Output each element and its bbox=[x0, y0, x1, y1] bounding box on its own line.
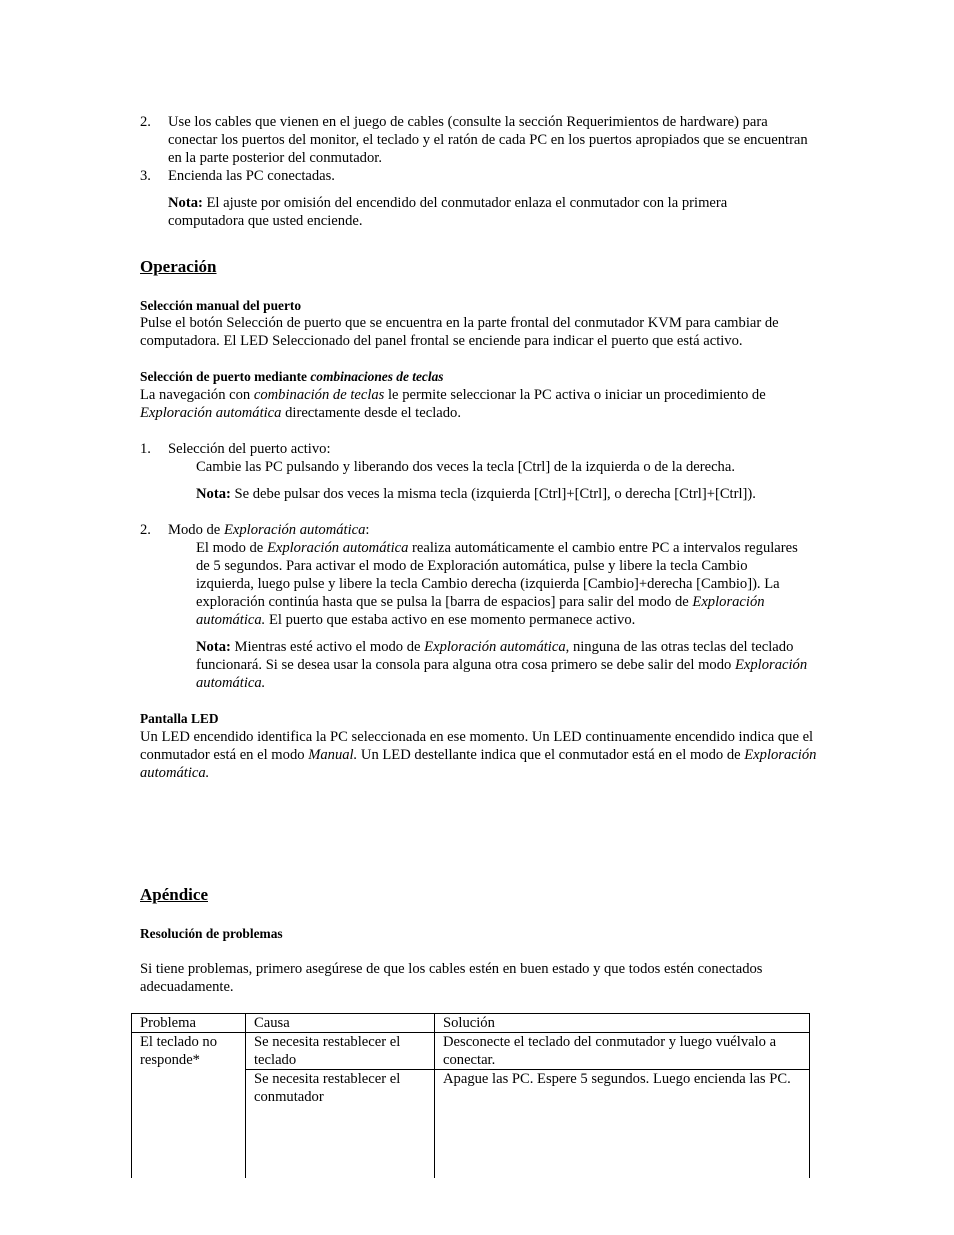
note-label: Nota: bbox=[168, 195, 203, 211]
item-2-text-part: realiza automáticamente el cambio entre PC a intervalos regulares de 5 segundos. Para activar el modo de Exploración automática, pulse y libere la tecla Cambio izquierda, luego pulse y libere la tecla Cambio derecha (izquierda [Cambio]+derecha [Cambio]). La exploración continúa hasta que se pulsa la [barra de espacios] para salir del modo de bbox=[196, 540, 798, 610]
item-2-title bbox=[168, 521, 818, 539]
subheading-manual-port: Selección manual del puerto bbox=[140, 298, 302, 313]
step-2-text: Use los cables que vienen en el juego de cables (consulte la sección Requerimientos de hardware) para conectar los puertos del monitor, el teclado y el ratón de cada PC en los puertos apropiados que se encuentran en la parte posterior del conmutador. bbox=[168, 114, 808, 166]
hotkey-text-italic: Exploración automática bbox=[140, 405, 282, 421]
section-heading-operacion: Operación bbox=[140, 257, 217, 276]
subheading-led: Pantalla LED bbox=[140, 711, 219, 726]
troubleshooting-table bbox=[131, 1013, 810, 1178]
item-1-title: Selección del puerto activo: bbox=[168, 441, 331, 457]
note-text: Se debe pulsar dos veces la misma tecla (izquierda [Ctrl]+[Ctrl], o derecha [Ctrl]+[Ctrl]). bbox=[230, 486, 756, 502]
item-2-title-part: Modo de bbox=[168, 522, 224, 538]
item-2-text bbox=[196, 539, 808, 629]
table-header-cell: Problema bbox=[132, 1014, 246, 1033]
cause-cell: Se necesita restablecer el conmutador bbox=[246, 1070, 435, 1179]
item-2-note-italic: Exploración automática. bbox=[196, 657, 808, 691]
hotkey-text bbox=[140, 386, 820, 422]
problem-cell: El teclado no responde* bbox=[132, 1033, 246, 1179]
item-2-title-part: : bbox=[365, 522, 370, 538]
section-heading-apendice: Apéndice bbox=[140, 885, 208, 904]
item-2-text-italic: Exploración automática bbox=[266, 540, 409, 556]
hotkey-text-italic: combinación de teclas bbox=[253, 387, 385, 403]
troubleshooting-intro: Si tiene problemas, primero asegúrese de que los cables estén en buen estado y que todos estén conectados adecuadamente. bbox=[140, 961, 763, 995]
cause-cell: Se necesita restablecer el teclado bbox=[246, 1033, 435, 1070]
item-2-note-italic: Exploración automática bbox=[424, 639, 566, 655]
hotkey-text-part: le permite seleccionar la PC activa o iniciar un procedimiento de bbox=[384, 387, 766, 403]
hotkey-title-italic: combinaciones de teclas bbox=[310, 369, 444, 384]
table-header-cell: Causa bbox=[246, 1014, 435, 1033]
led-text-part: Un LED destellante indica que el conmutador está en el modo de bbox=[357, 747, 745, 763]
item-2-text-part: El modo de bbox=[196, 540, 267, 556]
hotkey-text-part: directamente desde el teclado. bbox=[281, 405, 461, 421]
item-2-note bbox=[196, 638, 808, 692]
solution-cell: Apague las PC. Espere 5 segundos. Luego encienda las PC. bbox=[435, 1070, 810, 1179]
note-text: El ajuste por omisión del encendido del conmutador enlaza el conmutador con la primera computadora que usted enciende. bbox=[168, 195, 728, 229]
subheading-troubleshooting: Resolución de problemas bbox=[140, 926, 283, 941]
led-text-italic: Manual. bbox=[308, 747, 358, 763]
step-3-text: Encienda las PC conectadas. bbox=[168, 168, 335, 184]
hotkey-text-part: La navegación con bbox=[140, 387, 254, 403]
item-1-note bbox=[196, 485, 811, 503]
note-label: Nota: bbox=[196, 639, 231, 655]
note-label: Nota: bbox=[196, 486, 231, 502]
table-header-cell: Solución bbox=[435, 1014, 810, 1033]
item-2-text-italic: Exploración automática. bbox=[196, 594, 765, 628]
hotkey-title-bold: Selección de puerto mediante bbox=[140, 369, 311, 384]
table-row bbox=[132, 1033, 810, 1070]
step-number: 2. bbox=[140, 114, 151, 130]
led-text-part: Un LED encendido identifica la PC seleccionada en ese momento. Un LED continuamente encendido indica que el conmutador está en el modo bbox=[140, 729, 814, 763]
subheading-hotkey bbox=[140, 368, 444, 386]
item-2-note-part: , ninguna de las otras teclas del teclado funcionará. Si se desea usar la consola para alguna otra cosa primero se debe salir del modo bbox=[196, 639, 794, 673]
note-paragraph bbox=[168, 194, 788, 230]
solution-cell: Desconecte el teclado del conmutador y luego vuélvalo a conectar. bbox=[435, 1033, 810, 1070]
table-header-row bbox=[132, 1014, 810, 1033]
led-text-italic: Exploración automática. bbox=[140, 747, 817, 781]
led-text bbox=[140, 728, 825, 782]
item-1-text: Cambie las PC pulsando y liberando dos veces la tecla [Ctrl] de la izquierda o de la derecha. bbox=[196, 459, 735, 475]
step-number: 3. bbox=[140, 168, 151, 184]
item-2-note-part: Mientras esté activo el modo de bbox=[230, 639, 425, 655]
item-2-title-italic: Exploración automática bbox=[223, 522, 366, 538]
item-number: 2. bbox=[140, 522, 151, 538]
manual-port-text: Pulse el botón Selección de puerto que se encuentra en la parte frontal del conmutador KVM para cambiar de computadora. El LED Seleccionado del panel frontal se enciende para indicar el puerto que está activo. bbox=[140, 315, 779, 349]
item-number: 1. bbox=[140, 441, 151, 457]
item-2-text-part: El puerto que estaba activo en ese momento permanece activo. bbox=[265, 612, 636, 628]
